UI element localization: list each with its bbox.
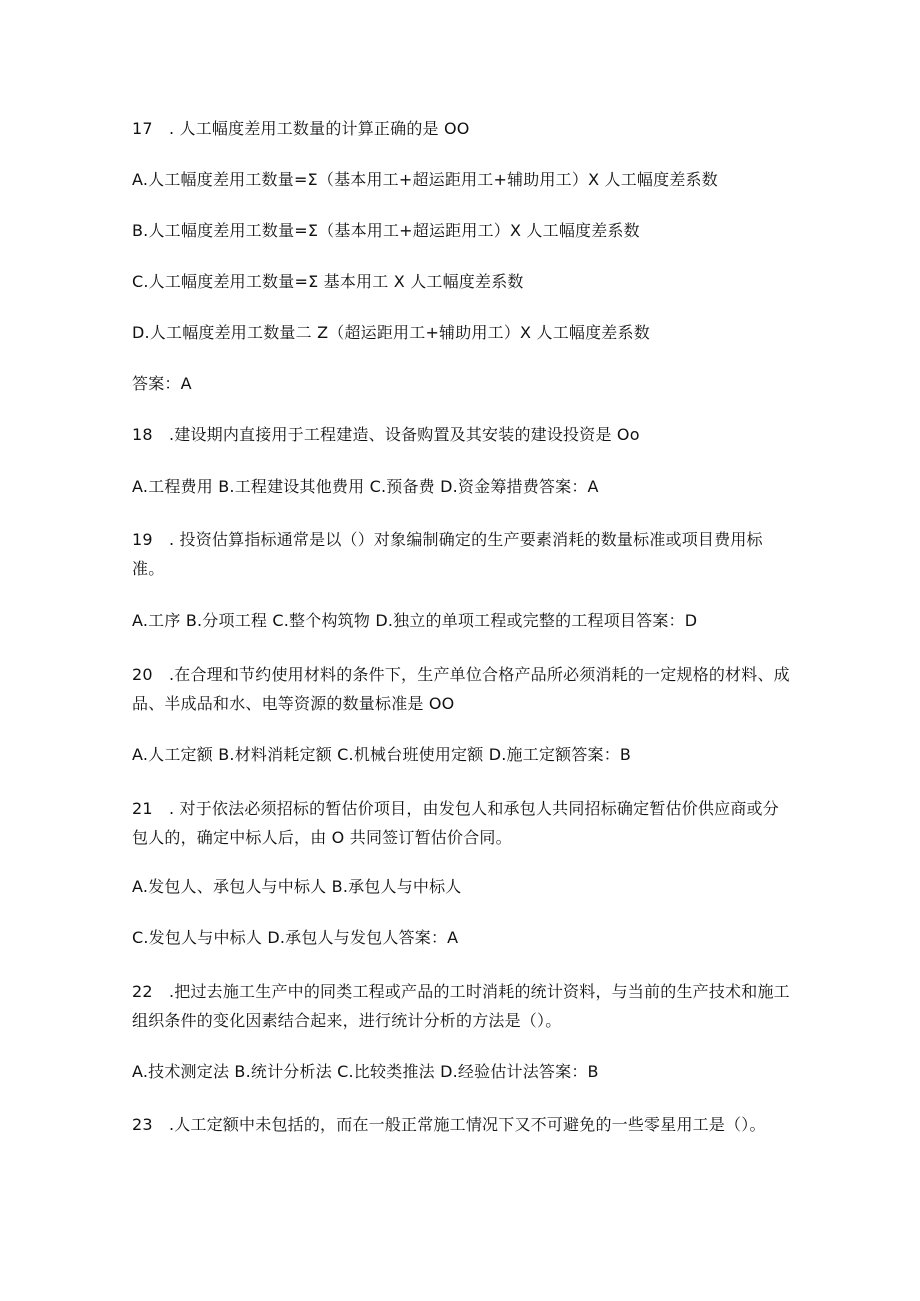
question-17-option-c: C.人工幅度差用工数量=Σ 基本用工 X 人工幅度差系数	[132, 272, 524, 291]
question-21-options-ab: A.发包人、承包人与中标人 B.承包人与中标人	[132, 877, 462, 896]
question-23-stem: 23 .人工定额中未包括的，而在一般正常施工情况下又不可避免的一些零星用工是（）。	[132, 1115, 766, 1134]
question-17-option-a: A.人工幅度差用工数量=Σ（基本用工+超运距用工+辅助用工）X 人工幅度差系数	[132, 170, 718, 189]
document-page	[132, 0, 792, 1301]
question-20-options: A.人工定额 B.材料消耗定额 C.机械台班使用定额 D.施工定额答案：B	[132, 745, 632, 764]
question-19-options: A.工序 B.分项工程 C.整个构筑物 D.独立的单项工程或完整的工程项目答案：D	[132, 611, 698, 630]
question-21-options-cd: C.发包人与中标人 D.承包人与发包人答案：A	[132, 928, 459, 947]
question-20-stem: 20 .在合理和节约使用材料的条件下，生产单位合格产品所必须消耗的一定规格的材料、成品、半成品和水、电等资源的数量标准是 OO	[132, 665, 790, 713]
question-19-stem: 19 . 投资估算指标通常是以（）对象编制确定的生产要素消耗的数量标准或项目费用标准。	[132, 530, 763, 578]
question-17-answer: 答案：A	[132, 374, 192, 393]
question-22-stem: 22 .把过去施工生产中的同类工程或产品的工时消耗的统计资料，与当前的生产技术和施工组织条件的变化因素结合起来，进行统计分析的方法是（）。	[132, 982, 790, 1030]
question-17-option-b: B.人工幅度差用工数量=Σ（基本用工+超运距用工）X 人工幅度差系数	[132, 221, 640, 240]
question-18-stem: 18 .建设期内直接用于工程建造、设备购置及其安装的建设投资是 Oo	[132, 425, 640, 444]
question-18-options: A.工程费用 B.工程建设其他费用 C.预备费 D.资金筹措费答案：A	[132, 477, 599, 496]
question-21-stem: 21 . 对于依法必须招标的暂估价项目，由发包人和承包人共同招标确定暂估价供应商或分包人的，确定中标人后，由 O 共同签订暂估价合同。	[132, 799, 779, 847]
question-22-options: A.技术测定法 B.统计分析法 C.比较类推法 D.经验估计法答案：B	[132, 1062, 599, 1081]
question-17-stem: 17 . 人工幅度差用工数量的计算正确的是 OO	[132, 119, 470, 138]
question-17-option-d: D.人工幅度差用工数量二 Z（超运距用工+辅助用工）X 人工幅度差系数	[132, 323, 650, 342]
